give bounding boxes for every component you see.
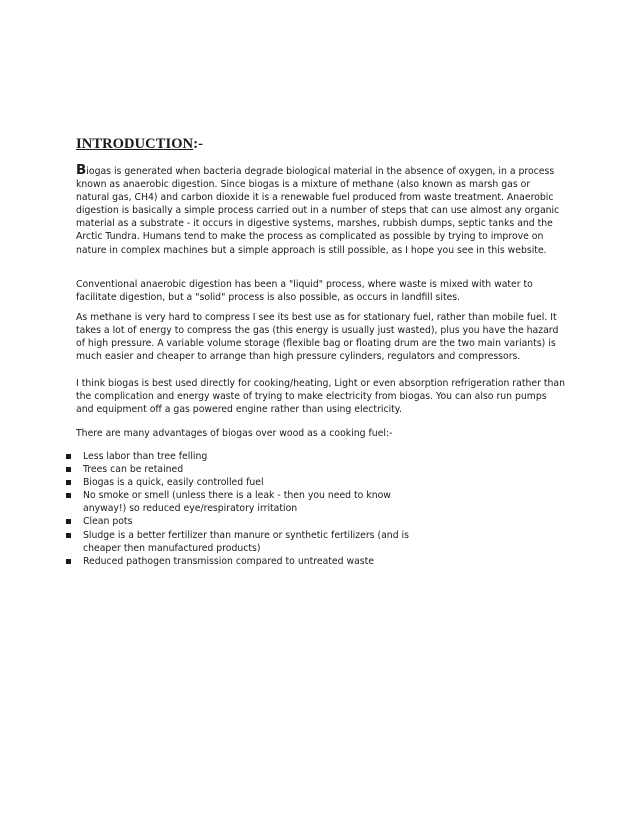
heading-suffix: :- <box>193 136 204 152</box>
section-heading <box>76 136 203 153</box>
heading-title: INTRODUCTION <box>76 136 194 152</box>
list-item <box>0 476 413 489</box>
list-item <box>0 515 413 528</box>
list-item <box>0 555 413 568</box>
paragraph-usage: I think biogas is best used directly for cooking/heating, Light or even absorption refrigeration rather than the complication and energy waste of trying to make electricity from biogas. You can also run pumps and equipment off a gas powered engine rather than using electricity. <box>76 378 565 416</box>
list-item <box>0 529 413 555</box>
paragraph-intro-text: iogas is generated when bacteria degrade biological material in the absence of oxygen, in a process known as anaerobic digestion. Since biogas is a mixture of methane (also known as marsh gas or natural gas, CH4) and carbon dioxide it is a renewable fuel produced from waste treatment. Anaerobic digestion is basically a simple process carried out in a number of steps that can use almost any organic material as a substrate - it occurs in digestive systems, marshes, rubbish dumps, septic tanks and the Arctic Tundra. Humans tend to make the process as complicated as possible by trying to improve on nature in complex machines but a simple approach is still possible, as I hope you see in this website. <box>76 166 560 256</box>
list-item <box>0 489 413 515</box>
square-bullet-icon <box>66 559 71 564</box>
list-item-text: No smoke or smell (unless there is a leak - then you need to know anyway!) so reduced eye/respiratory irritation <box>83 490 391 515</box>
list-item-text: Sludge is a better fertilizer than manure or synthetic fertilizers (and is cheaper then manufactured products) <box>83 529 409 554</box>
square-bullet-icon <box>66 467 71 472</box>
list-item-text: Biogas is a quick, easily controlled fuel <box>83 477 264 489</box>
drop-cap-letter: B <box>76 162 87 178</box>
square-bullet-icon <box>66 493 71 498</box>
square-bullet-icon <box>66 480 71 485</box>
paragraph-advantages-intro: There are many advantages of biogas over wood as a cooking fuel:- <box>76 428 393 439</box>
list-item-text: Less labor than tree felling <box>83 451 208 462</box>
list-item-text: Trees can be retained <box>83 464 184 476</box>
square-bullet-icon <box>66 454 71 459</box>
advantages-list <box>0 450 638 568</box>
list-item-text: Reduced pathogen transmission compared to untreated waste <box>83 555 375 567</box>
list-item <box>0 463 413 476</box>
square-bullet-icon <box>66 533 71 538</box>
paragraph-digestion: Conventional anaerobic digestion has been a "liquid" process, where waste is mixed with water to facilitate digestion, but a "solid" process is also possible, as occurs in landfill sites. <box>76 279 533 304</box>
list-item <box>0 450 413 463</box>
list-item-text: Clean pots <box>83 516 133 528</box>
paragraph-methane: As methane is very hard to compress I see its best use as for stationary fuel, rather than mobile fuel. It takes a lot of energy to compress the gas (this energy is usually just wasted), plus you have the hazard of high pressure. A variable volume storage (flexible bag or floating drum are the two main variants) is much easier and cheaper to arrange than high pressure cylinders, regulators and compressors. <box>76 312 559 363</box>
paragraph-intro <box>76 164 566 257</box>
square-bullet-icon <box>66 519 71 524</box>
